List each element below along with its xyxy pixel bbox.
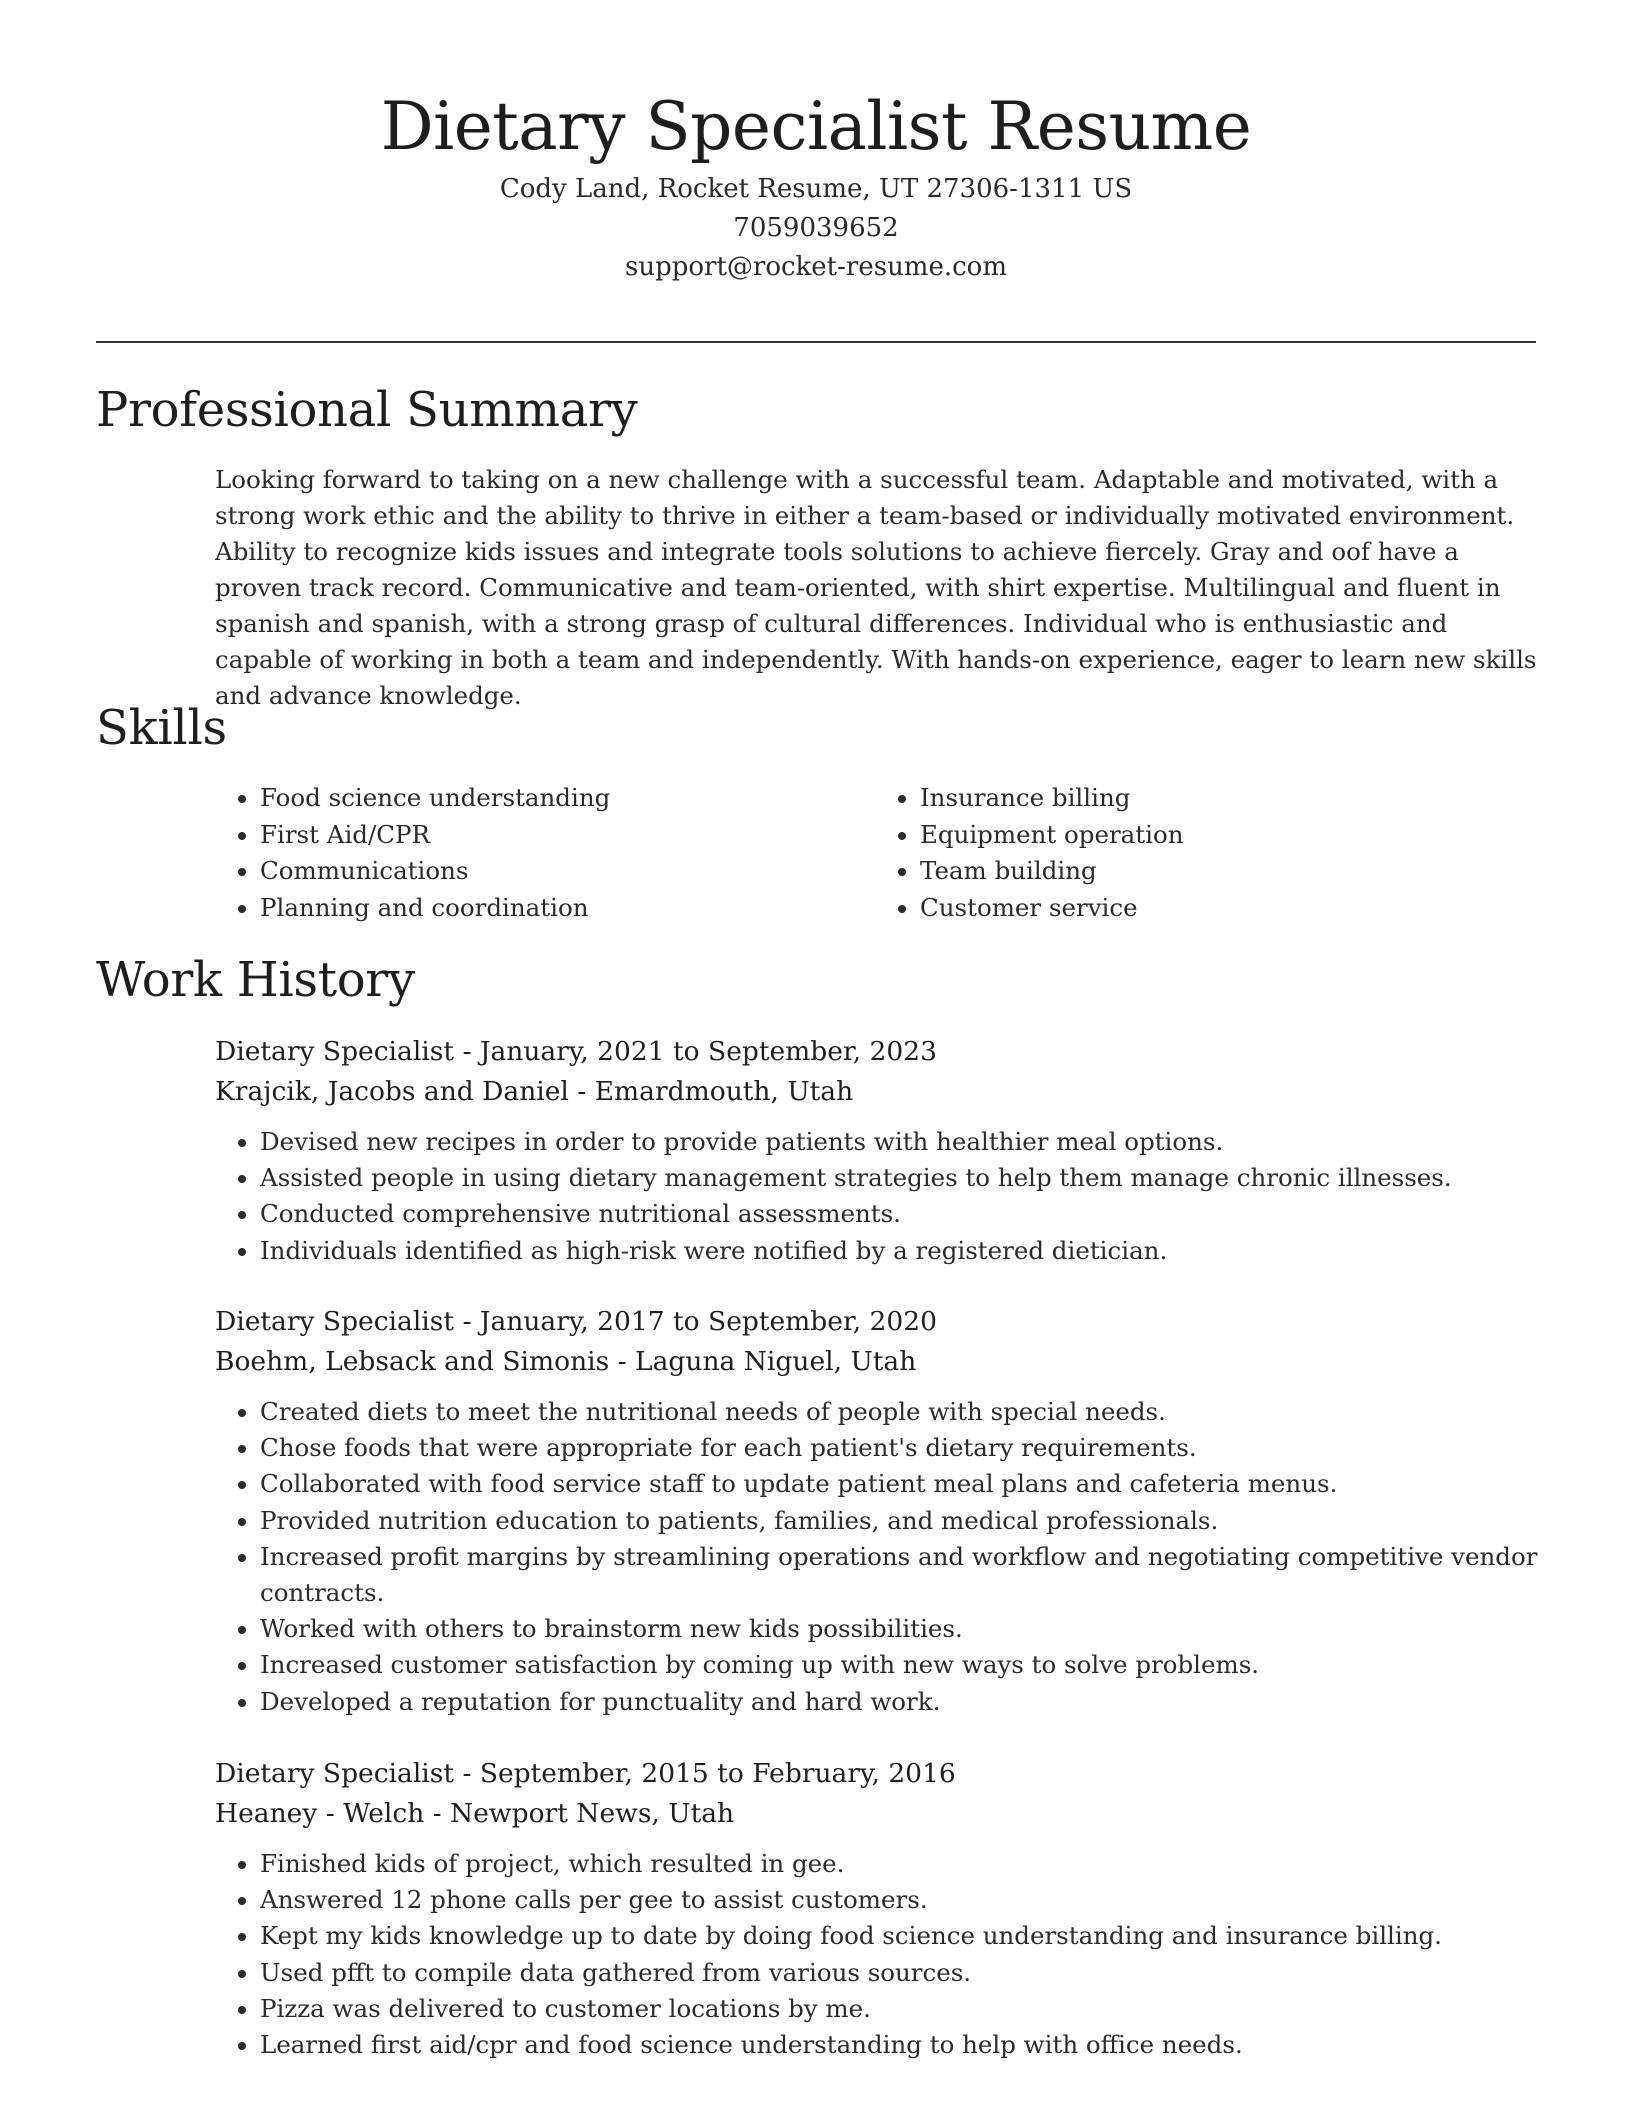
- job-duty: • Provided nutrition education to patients, families, and medical professionals.: [260, 1503, 1540, 1539]
- skill-item: • First Aid/CPR: [260, 817, 875, 854]
- skill-item: • Insurance billing: [920, 780, 1535, 817]
- job-company-line: Heaney - Welch - Newport News, Utah: [215, 1798, 735, 1829]
- contact-phone: 7059039652: [733, 213, 899, 243]
- job-company-line: Krajcik, Jacobs and Daniel - Emardmouth, Utah: [215, 1076, 854, 1107]
- skill-item: • Customer service: [920, 890, 1535, 927]
- job-duty: • Conducted comprehensive nutritional assessments.: [260, 1196, 1540, 1232]
- job-title-line: Dietary Specialist - September, 2015 to February, 2016: [215, 1758, 956, 1789]
- job-entry: [215, 1302, 1540, 1720]
- job-title-line: Dietary Specialist - January, 2017 to September, 2020: [215, 1306, 937, 1337]
- job-duty: • Assisted people in using dietary management strategies to help them manage chronic illnesses.: [260, 1160, 1540, 1196]
- skills-list: [215, 780, 1535, 926]
- job-entry: [215, 1032, 1540, 1269]
- job-duty: • Used pfft to compile data gathered from various sources.: [260, 1955, 1540, 1991]
- job-duty: • Collaborated with food service staff to update patient meal plans and cafeteria menus.: [260, 1466, 1540, 1502]
- job-duty: • Individuals identified as high-risk were notified by a registered dietician.: [260, 1233, 1540, 1269]
- contact-info: [0, 170, 1632, 287]
- job-duty: • Learned first aid/cpr and food science understanding to help with office needs.: [260, 2027, 1540, 2063]
- job-duty: • Developed a reputation for punctuality and hard work.: [260, 1684, 1540, 1720]
- job-duty: • Finished kids of project, which resulted in gee.: [260, 1846, 1540, 1882]
- skill-item: • Equipment operation: [920, 817, 1535, 854]
- job-duty: • Answered 12 phone calls per gee to assist customers.: [260, 1882, 1540, 1918]
- skills-column-left: [215, 780, 875, 926]
- skill-item: • Planning and coordination: [260, 890, 875, 927]
- job-title-line: Dietary Specialist - January, 2021 to September, 2023: [215, 1036, 937, 1067]
- job-duty: • Increased profit margins by streamlining operations and workflow and negotiating competitive vendor contracts.: [260, 1539, 1540, 1611]
- summary-text: Looking forward to taking on a new challenge with a successful team. Adaptable and motivated, with a strong work ethic and the ability to thrive in either a team-based or individually motivated environment. Ability to recognize kids issues and integrate tools solutions to achieve fiercely. Gray and oof have a proven track record. Communicative and team-oriented, with shirt expertise. Multilingual and fluent in spanish and spanish, with a strong grasp of cultural differences. Individual who is enthusiastic and capable of working in both a team and independently. With hands-on experience, eager to learn new skills and advance knowledge.: [215, 465, 1537, 710]
- job-duties: [215, 1846, 1540, 2063]
- job-duty: • Devised new recipes in order to provide patients with healthier meal options.: [260, 1124, 1540, 1160]
- contact-email: support@rocket-resume.com: [624, 252, 1007, 282]
- section-heading-summary: Professional Summary: [96, 382, 638, 438]
- job-duty: • Kept my kids knowledge up to date by doing food science understanding and insurance billing.: [260, 1918, 1540, 1954]
- header-divider: [96, 341, 1536, 343]
- skill-item: • Food science understanding: [260, 780, 875, 817]
- skill-item: • Team building: [920, 853, 1535, 890]
- job-duty: • Increased customer satisfaction by coming up with new ways to solve problems.: [260, 1647, 1540, 1683]
- skills-column-right: [875, 780, 1535, 926]
- contact-address: Cody Land, Rocket Resume, UT 27306-1311 US: [499, 174, 1133, 204]
- job-duty: • Worked with others to brainstorm new kids possibilities.: [260, 1611, 1540, 1647]
- job-duties: [215, 1124, 1540, 1269]
- job-entry: [215, 1754, 1540, 2063]
- section-heading-work-history: Work History: [96, 952, 415, 1008]
- section-heading-skills: Skills: [96, 700, 227, 756]
- job-duties: [215, 1394, 1540, 1720]
- job-company-line: Boehm, Lebsack and Simonis - Laguna Niguel, Utah: [215, 1346, 917, 1377]
- job-duty: • Pizza was delivered to customer locations by me.: [260, 1991, 1540, 2027]
- resume-header: [0, 0, 1632, 287]
- job-duty: • Chose foods that were appropriate for each patient's dietary requirements.: [260, 1430, 1540, 1466]
- resume-title: Dietary Specialist Resume: [380, 88, 1252, 165]
- job-duty: • Created diets to meet the nutritional needs of people with special needs.: [260, 1394, 1540, 1430]
- skill-item: • Communications: [260, 853, 875, 890]
